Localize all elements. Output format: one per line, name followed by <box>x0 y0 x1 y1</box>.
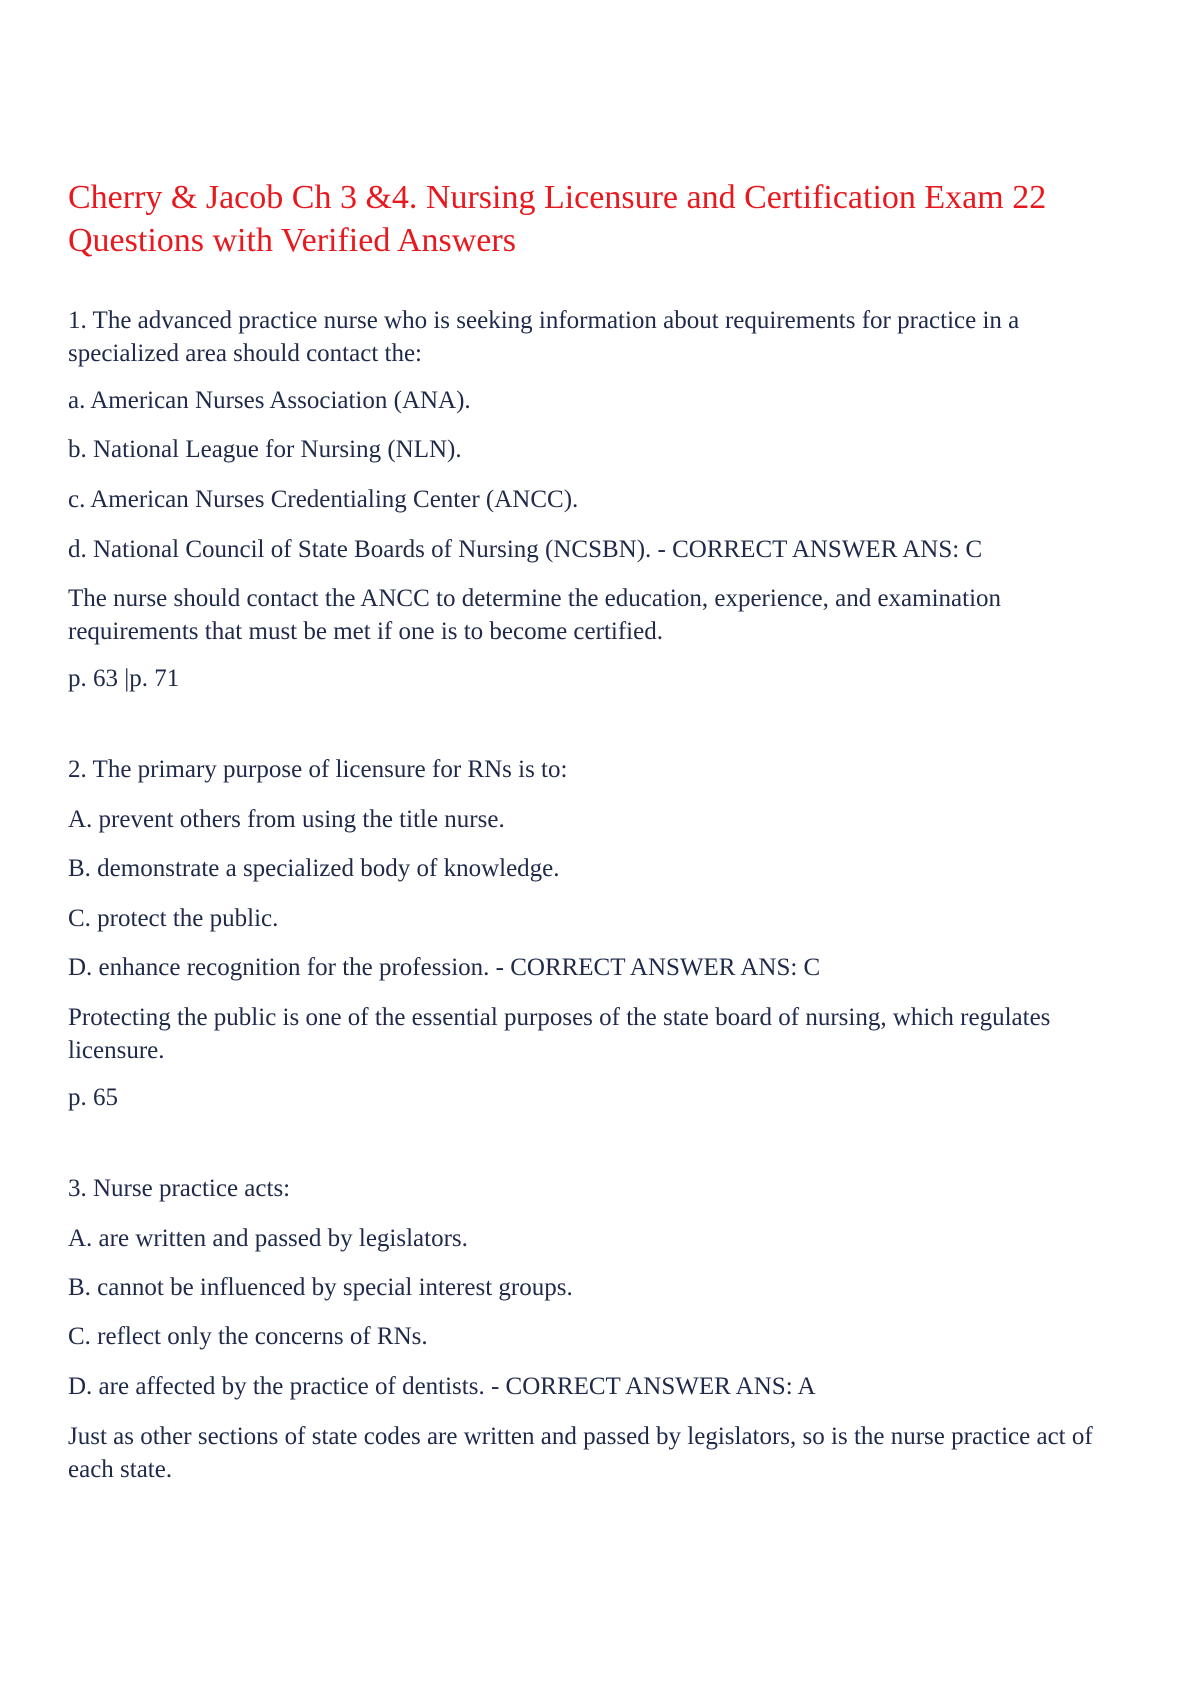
answer-option-d: D. are affected by the practice of dentists. - CORRECT ANSWER ANS: A <box>68 1373 816 1400</box>
page-reference: p. 63 |p. 71 <box>68 665 180 692</box>
answer-rationale: Just as other sections of state codes are written and passed by legislators, so is the nurse practice act of each state. <box>68 1423 1093 1483</box>
answer-option-c: C. protect the public. <box>68 905 279 932</box>
question-stem: 2. The primary purpose of licensure for RNs is to: <box>68 756 568 783</box>
question-stem: 3. Nurse practice acts: <box>68 1175 291 1202</box>
answer-option-a: a. American Nurses Association (ANA). <box>68 387 471 414</box>
page-reference: p. 65 <box>68 1084 118 1111</box>
answer-rationale: Protecting the public is one of the essential purposes of the state board of nursing, which regulates licensure. <box>68 1004 1051 1064</box>
document-title: Cherry & Jacob Ch 3 &4. Nursing Licensure and Certification Exam 22 Questions with Verified Answers <box>68 179 1047 259</box>
answer-option-b: B. cannot be influenced by special interest groups. <box>68 1274 573 1301</box>
question-stem: 1. The advanced practice nurse who is seeking information about requirements for practice in a specialized area should contact the: <box>68 307 1020 367</box>
answer-option-c: c. American Nurses Credentialing Center (ANCC). <box>68 486 579 513</box>
answer-option-a: A. prevent others from using the title nurse. <box>68 806 505 833</box>
answer-rationale: The nurse should contact the ANCC to determine the education, experience, and examination requirements that must be met if one is to become certified. <box>68 585 1002 645</box>
answer-option-b: b. National League for Nursing (NLN). <box>68 436 462 463</box>
answer-option-c: C. reflect only the concerns of RNs. <box>68 1323 428 1350</box>
answer-option-b: B. demonstrate a specialized body of knowledge. <box>68 855 560 882</box>
answer-option-a: A. are written and passed by legislators. <box>68 1225 468 1252</box>
answer-option-d: d. National Council of State Boards of Nursing (NCSBN). - CORRECT ANSWER ANS: C <box>68 536 983 563</box>
answer-option-d: D. enhance recognition for the profession. - CORRECT ANSWER ANS: C <box>68 954 821 981</box>
